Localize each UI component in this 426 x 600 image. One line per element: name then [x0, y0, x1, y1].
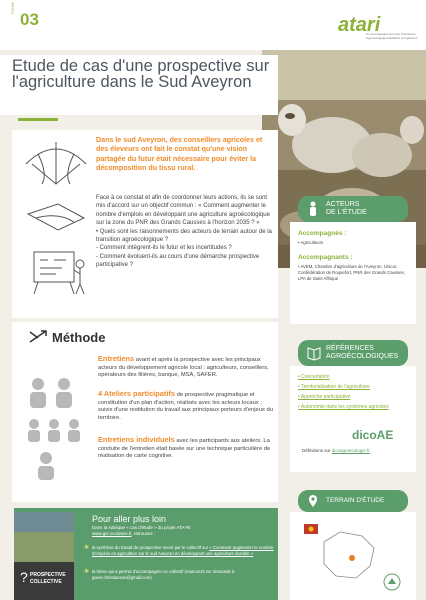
reference-link[interactable]: • Autonomie dans les systèmes agricoles — [298, 404, 389, 410]
star-icon: ✱ — [84, 569, 90, 575]
svg-text:?: ? — [20, 569, 28, 585]
accompagnes-label: Accompagnés : — [298, 230, 347, 237]
atari-logo: atari — [338, 14, 381, 36]
body-paragraph: - Comment évoluent-ils au cours d'une démarche prospective participative ? — [96, 253, 260, 269]
person-icon — [308, 201, 318, 217]
dico-link[interactable]: dicoagroecologie.fr — [331, 448, 370, 453]
people-icon — [24, 372, 86, 482]
book-icon — [306, 345, 322, 361]
accompagnants-list: • AVEM, Chambre d'agriculture de l'Aveyron, Unicor, Confédération de Roquefort, PNR des Grands Causses, LPA de Saint Affrique — [298, 264, 406, 281]
methode-item-text: avant et après la prospective avec les principaux acteurs du développement agricole local : agriculteurs, conseillers, opérateurs des filières, banque, MSA, SAFER. — [98, 357, 269, 379]
title-underline — [18, 118, 58, 124]
terrain-title: TERRAIN D'ÉTUDE — [326, 497, 385, 504]
logo-subtitle: Un accompagnement des Transitions Agroécologiques Réfléchi et Ingénieux — [366, 32, 418, 40]
methode-item-title: 4 Ateliers participatifs — [98, 389, 175, 398]
definitions-line — [302, 448, 370, 453]
reference-link[interactable]: • Approche participative — [298, 394, 351, 400]
accompagnants-label: Accompagnants : — [298, 254, 353, 261]
title-band — [0, 55, 278, 115]
body-paragraph: Face à ce constat et afin de coordonner leurs actions, ils se sont mis d'accord sur un objectif commun : « Comment augmenter le nombre d'emplois en développant une agriculture agroécologique sur la zone du PNR des Grands Causses à l'horizon 2035 ? » — [96, 195, 270, 227]
france-map-icon — [300, 518, 410, 596]
gis-link[interactable]: www.gis-occitanie.fr — [92, 530, 132, 536]
fiche-number: 03 — [20, 10, 39, 29]
body-text — [96, 194, 276, 270]
pour-aller-bullet-1 — [92, 545, 274, 557]
intro-text: Dans le sud Aveyron, des conseillers agricoles et des éleveurs ont fait le constat qu'une vision partagée du futur était nécessaire pour éviter la décomposition du tissu rural. — [96, 136, 263, 172]
pour-aller-intro — [92, 525, 274, 537]
references-title-2: AGROÉCOLOGIQUES — [326, 353, 399, 360]
references-list — [298, 372, 412, 411]
reference-link[interactable]: • Territorialisation de l'agriculture — [298, 384, 370, 390]
methode-item-3 — [98, 436, 276, 461]
synthese-link[interactable]: « Comment augmenter le nombre d'emplois en agriculture sur le sud Aveyron en développant une agriculture durable » — [92, 545, 274, 556]
pour-aller-heading: Pour aller plus loin — [92, 514, 167, 524]
pour-aller-intro-line: Dans la rubrique « cas d'étude » du projet ATA-RI — [92, 525, 191, 530]
dicoae-logo: dicoAE — [352, 428, 394, 442]
acteurs-title-2: DE L'ÉTUDE — [326, 209, 367, 216]
publication-cover — [14, 512, 74, 600]
references-title-1: RÉFÉRENCES — [326, 345, 374, 352]
methode-item-text: avec les participants aux ateliers. La conduite de l'entretien était basée sur une technique particulière de réalisation de carte cognitive. — [98, 438, 271, 460]
references-card — [290, 366, 416, 472]
methode-item-title: Entretiens individuels — [98, 435, 175, 444]
acteurs-header — [298, 196, 408, 222]
terrain-card — [290, 512, 416, 600]
body-paragraph: • Quels sont les raisonnements des acteurs de terrain autour de la transition agroécologique ? — [96, 228, 272, 244]
definitions-prefix: Définitions sur — [302, 448, 332, 453]
cover-title: PROSPECTIVE — [30, 572, 66, 578]
acteurs-title-1: ACTEURS — [326, 201, 360, 208]
bullet-text: la synthèse du travail de prospective mené par le collectif sur — [92, 545, 210, 550]
acteurs-card — [290, 222, 416, 324]
body-paragraph: - Comment intègrent-ils le futur et les incertitudes ? — [96, 245, 232, 252]
methode-item-2 — [98, 390, 276, 422]
location-pin-icon — [308, 494, 318, 508]
methode-heading: Méthode — [52, 330, 106, 345]
fiche-label: FICHE — [10, 2, 15, 14]
pour-aller-bullet-2: la thèse qui a permis d'accompagner ce collectif (manuscrit sur demande à gwen.christiansen@gmail.com) — [92, 569, 235, 580]
cover-image-icon — [14, 512, 74, 600]
illustrations-icon — [18, 134, 94, 314]
accompagnes-list: • Agriculteurs — [298, 240, 324, 245]
cover-subtitle: COLLECTIVE — [30, 579, 62, 585]
methode-item-title: Entretiens — [98, 354, 135, 363]
reference-link[interactable]: • Concertation — [298, 374, 330, 380]
star-icon: ✱ — [84, 545, 90, 551]
arrows-icon — [28, 328, 50, 346]
page-title: Etude de cas d'une prospective sur l'agriculture dans le Sud Aveyron — [12, 57, 270, 91]
terrain-header — [298, 490, 408, 512]
references-header — [298, 340, 408, 366]
methode-item-1 — [98, 355, 276, 380]
pour-aller-intro-rest: , retrouvez : — [131, 530, 156, 536]
methode-item-text: de prospective pragmatique et constitution d'un plan d'action, réalisés avec les acteurs locaux ; suivis d'une restitution du travail aux principaux porteurs d'enjeux du territoire. — [98, 392, 273, 421]
